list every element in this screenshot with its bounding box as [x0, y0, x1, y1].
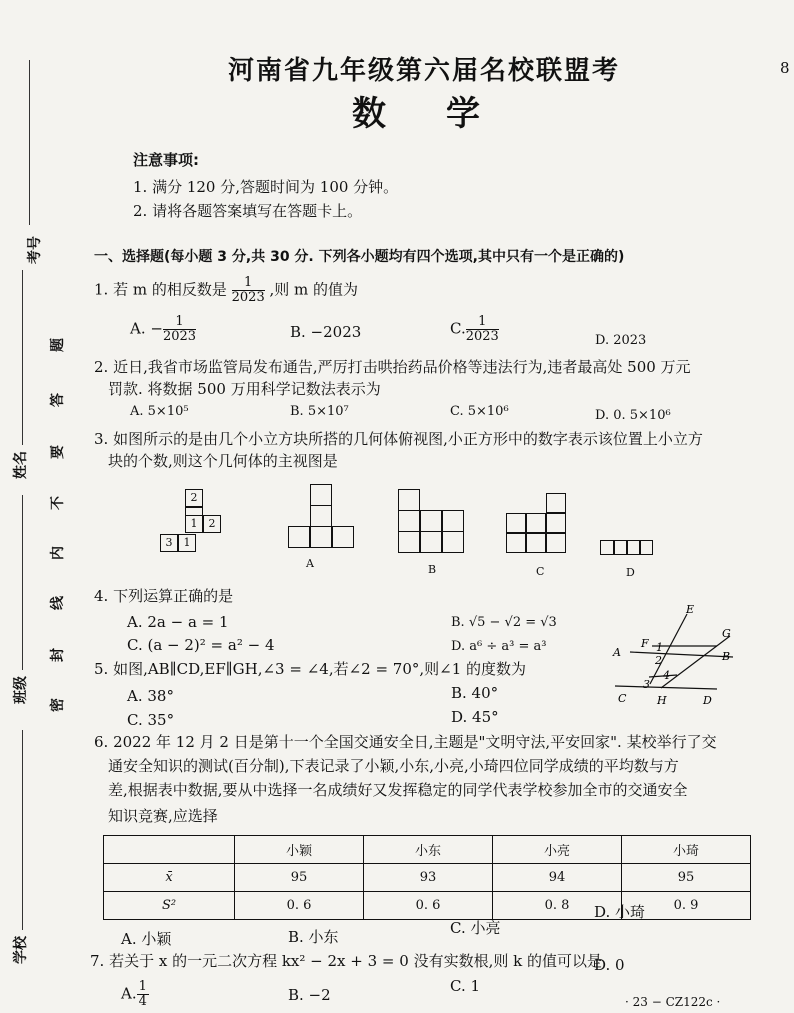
name-label: 姓名 — [13, 451, 29, 479]
question-6-line: 差,根据表中数据,要从中选择一名成绩好又发挥稳定的同学代表学校参加全市的交通安全 — [108, 781, 688, 799]
label-a: A — [613, 646, 621, 659]
q7-option-a: A. $\frac{1}{4}$ — [121, 979, 147, 1009]
q7-option-d: D. 0 — [594, 956, 625, 974]
table-row-label: S² — [104, 892, 235, 920]
q1-fraction: $\frac{1}{2023}$ — [231, 275, 265, 305]
table-header-cell: 小亮 — [493, 836, 622, 864]
cube-cell: 3 — [160, 534, 178, 552]
label-d: D — [703, 694, 712, 707]
subject-title: 数学 — [352, 94, 540, 134]
exam-number-label: 考号 — [27, 236, 43, 264]
table-row — [104, 892, 751, 920]
question-6-line: 6. 2022 年 12 月 2 日是第十一个全国交通安全日,主题是"文明守法,平安回家". 某校举行了交 — [94, 733, 717, 751]
q2-option-b: B. 5×10⁷ — [290, 404, 349, 419]
table-cell: 93 — [364, 864, 493, 892]
table-cell: 95 — [235, 864, 364, 892]
q1-option-d: D. 2023 — [595, 333, 647, 348]
q2-option-c: C. 5×10⁶ — [450, 404, 509, 419]
seal-char: 答 — [50, 393, 66, 407]
label-g: G — [722, 627, 731, 640]
question-2-line: 2. 近日,我省市场监管局发布通告,严厉打击哄抬药品价格等违法行为,违者最高处 500 万元 — [94, 358, 691, 376]
exam-title: 河南省九年级第六届名校联盟考 — [228, 56, 621, 86]
q1-option-a: A. − $\frac{1}{2023}$ — [130, 314, 197, 344]
table-cell: 94 — [493, 864, 622, 892]
label-b: B — [722, 650, 731, 663]
table-cell: 95 — [622, 864, 751, 892]
question-3-line: 块的个数,则这个几何体的主视图是 — [108, 452, 338, 470]
label-1: 1 — [656, 641, 663, 654]
score-table — [103, 835, 751, 920]
q6-option-d: D. 小琦 — [594, 903, 646, 921]
table-header-cell: 小琦 — [622, 836, 751, 864]
section-heading: 一、选择题(每小题 3 分,共 30 分. 下列各小题均有四个选项,其中只有一个是正确的) — [94, 249, 625, 265]
q3-label-d: D — [626, 566, 635, 579]
q7-option-b: B. −2 — [288, 986, 331, 1004]
table-cell: 0. 6 — [235, 892, 364, 920]
q3-label-a: A — [306, 557, 314, 570]
table-header-cell: 小颖 — [235, 836, 364, 864]
table-header-row — [104, 836, 751, 864]
label-e: E — [686, 603, 695, 616]
q2-option-a: A. 5×10⁵ — [130, 404, 189, 419]
label-f: F — [641, 637, 649, 650]
question-3-line: 3. 如图所示的是由几个小立方块所搭的几何体俯视图,小正方形中的数字表示该位置上小立方 — [94, 430, 703, 448]
q3-label-c: C — [536, 565, 545, 578]
table-cell: 0. 6 — [364, 892, 493, 920]
cube-cell: 1 — [178, 534, 196, 552]
q5-option-d: D. 45° — [451, 708, 499, 726]
q5-geometry-figure — [605, 600, 740, 712]
table-row — [104, 864, 751, 892]
exam-number-line — [29, 60, 30, 225]
cube-cell: 2 — [203, 515, 221, 533]
q7-option-c: C. 1 — [450, 977, 481, 995]
page-footer-code: · 23 − CZ122c · — [625, 995, 721, 1009]
question-6-line: 知识竞赛,应选择 — [108, 807, 218, 825]
table-row-label: x̄ — [104, 864, 235, 892]
q5-option-c: C. 35° — [127, 711, 175, 729]
q6-option-b: B. 小东 — [288, 928, 339, 946]
name-line — [22, 270, 23, 445]
q5-option-b: B. 40° — [451, 684, 499, 702]
question-7-stem: 7. 若关于 x 的一元二次方程 kx² − 2x + 3 = 0 没有实数根,则 k 的值可以是 — [90, 952, 602, 970]
seal-char: 封 — [50, 648, 66, 662]
question-1-stem — [94, 276, 358, 305]
label-c: C — [618, 692, 627, 705]
q4-option-b: B. √5 − √2 = √3 — [451, 615, 557, 630]
table-cell: 0. 9 — [622, 892, 751, 920]
q6-option-c: C. 小亮 — [450, 919, 501, 937]
seal-char: 内 — [50, 546, 66, 560]
notice-title: 注意事项: — [133, 151, 199, 169]
q1-stem-a: 1. 若 m 的相反数是 — [94, 280, 227, 299]
cube-cell: 1 — [185, 515, 203, 533]
seal-char: 不 — [50, 496, 66, 510]
q4-option-a: A. 2a − a = 1 — [127, 613, 229, 631]
school-label: 学校 — [13, 936, 29, 964]
question-6-line: 通安全知识的测试(百分制),下表记录了小颖,小东,小亮,小琦四位同学成绩的平均数与方 — [108, 757, 679, 775]
q1-option-b: B. −2023 — [290, 323, 362, 341]
class-line — [22, 495, 23, 670]
line-cd — [615, 686, 717, 689]
q4-option-d: D. a⁶ ÷ a³ = a³ — [451, 639, 547, 654]
q1-option-c: C. $\frac{1}{2023}$ — [450, 314, 499, 344]
label-4: 4 — [663, 669, 670, 682]
label-h: H — [657, 694, 667, 707]
class-label: 班级 — [13, 676, 29, 704]
label-3: 3 — [643, 678, 650, 691]
page-corner-mark: 8 — [780, 59, 790, 77]
label-2: 2 — [655, 654, 662, 667]
question-4-stem: 4. 下列运算正确的是 — [94, 587, 234, 605]
cube-cell: 2 — [185, 489, 203, 507]
table-header-cell: 小东 — [364, 836, 493, 864]
notice-item: 2. 请将各题答案填写在答题卡上。 — [133, 202, 363, 220]
line-ab — [630, 652, 733, 657]
question-2-line: 罚款. 将数据 500 万用科学记数法表示为 — [108, 380, 381, 398]
table-cell — [104, 836, 235, 864]
q6-option-a: A. 小颖 — [121, 930, 172, 948]
q4-option-c: C. (a − 2)² = a² − 4 — [127, 636, 275, 654]
school-line — [22, 730, 23, 930]
seal-char: 密 — [50, 698, 66, 712]
seal-char: 线 — [50, 596, 66, 610]
q1-stem-b: ,则 m 的值为 — [269, 280, 359, 299]
notice-item: 1. 满分 120 分,答题时间为 100 分钟。 — [133, 178, 399, 196]
q2-option-d: D. 0. 5×10⁶ — [595, 408, 671, 423]
table-cell: 0. 8 — [493, 892, 622, 920]
question-5-stem: 5. 如图,AB∥CD,EF∥GH,∠3 = ∠4,若∠2 = 70°,则∠1 的度数为 — [94, 660, 527, 678]
seal-char: 要 — [50, 445, 66, 459]
seal-char: 题 — [50, 338, 66, 352]
q5-option-a: A. 38° — [127, 687, 174, 705]
q3-label-b: B — [428, 563, 437, 576]
